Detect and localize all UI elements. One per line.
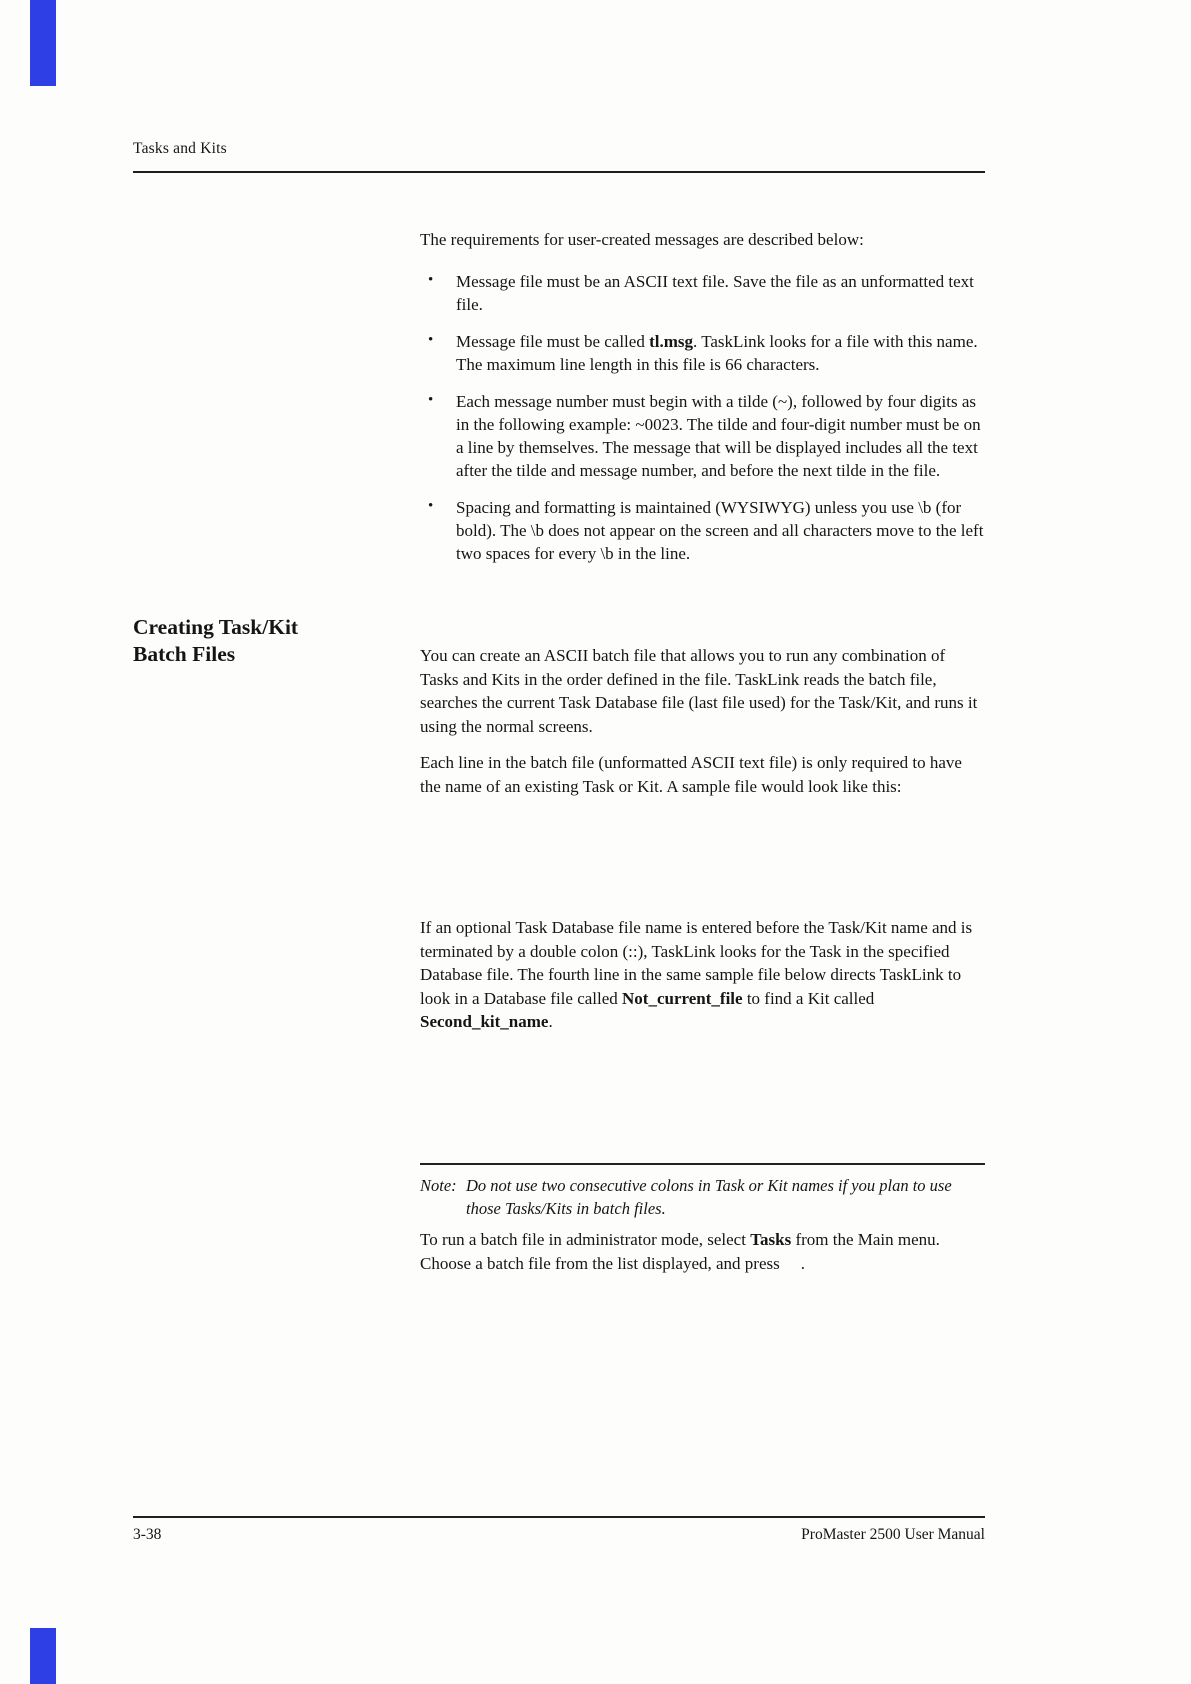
note-block	[420, 1163, 985, 1220]
note-text: Do not use two consecutive colons in Task or Kit names if you plan to use those Tasks/Kits in batch files.	[466, 1175, 952, 1218]
list-item-text	[456, 272, 974, 314]
run-batch-paragraph-block	[420, 1228, 985, 1288]
text-segment-bold: tl.msg	[649, 332, 693, 351]
paragraph-optional-database	[420, 916, 985, 1034]
bullet-icon: •	[428, 332, 434, 348]
section-heading-line2: Batch Files	[133, 642, 236, 666]
text-segment-bold: Second_kit_name	[420, 1012, 549, 1031]
page-footer	[133, 1526, 985, 1544]
header-rule	[133, 171, 985, 173]
footer-rule	[133, 1516, 985, 1518]
text-segment: to find a Kit called	[742, 988, 875, 1008]
paragraph-run-batch	[420, 1228, 985, 1275]
text-segment: Message file must be called	[456, 332, 650, 351]
text-segment: To run a batch file in administrator mode, select	[420, 1230, 751, 1249]
section-body	[420, 644, 985, 811]
text-segment: Spacing and formatting is maintained (WYSIWYG) unless you use \b (for bold). The \b does not appear on the screen and all characters move to the left two spaces for every \b in the line.	[456, 498, 984, 563]
list-item	[420, 330, 990, 376]
list-item-text	[456, 332, 978, 374]
intro-lead: The requirements for user-created messages are described below:	[420, 230, 864, 249]
text-segment: If an optional Task Database file name is entered before the Task/Kit name and is terminated by a double colon (::), TaskLink looks for the Task in the specified Database file. The fourth line in the same sample file below directs TaskLink to look in a Database file called	[420, 918, 973, 1008]
note-label: Note:	[420, 1175, 457, 1195]
manual-title: ProMaster 2500 User Manual	[801, 1526, 985, 1543]
paragraph-batch-overview: You can create an ASCII batch file that allows you to run any combination of Tasks and Kits in the order defined in the file. TaskLink reads the batch file, searches the current Task Database file (last file used) for the Task/Kit, and runs it using the normal screens.	[420, 646, 978, 736]
section-body-continued	[420, 916, 985, 1047]
note	[420, 1174, 985, 1220]
list-item	[420, 496, 990, 565]
running-header	[133, 140, 227, 158]
text-segment: from the Main menu. Choose a batch file from the list displayed, and press	[420, 1230, 940, 1273]
text-segment: . TaskLink looks for a file with this name. The maximum line length in this file is 66 characters.	[456, 332, 978, 374]
section-heading-line1: Creating Task/Kit	[133, 615, 299, 639]
bullet-icon: •	[428, 272, 434, 288]
list-item-text	[456, 392, 981, 480]
scan-artifact-bottom	[30, 1628, 56, 1684]
requirements-list	[420, 270, 990, 579]
list-item	[420, 390, 990, 482]
text-segment-bold: Tasks	[750, 1230, 792, 1249]
page-number: 3-38	[133, 1526, 162, 1543]
text-segment: Message file must be an ASCII text file. Save the file as an unformatted text file.	[456, 272, 974, 314]
chapter-title: Tasks and Kits	[133, 140, 227, 157]
scan-artifact-top	[30, 0, 56, 86]
paragraph-batch-lines: Each line in the batch file (unformatted ASCII text file) is only required to have the name of an existing Task or Kit. A sample file would look like this:	[420, 753, 962, 796]
text-segment-bold: Not_current_file	[622, 988, 743, 1008]
bullet-icon: •	[428, 498, 434, 514]
text-segment: Each message number must begin with a tilde (~), followed by four digits as in the following example: ~0023. The tilde and four-digit number must be on a line by themselves. The message that will be displayed includes all the text after the tilde and message number, and before the next tilde in the file.	[456, 392, 981, 480]
bullet-icon: •	[428, 392, 434, 408]
list-item-text	[456, 498, 983, 563]
section-heading	[133, 614, 413, 668]
text-segment: .	[548, 1012, 553, 1031]
list-item	[420, 270, 990, 316]
note-rule	[420, 1163, 985, 1165]
text-segment: .	[800, 1253, 805, 1273]
